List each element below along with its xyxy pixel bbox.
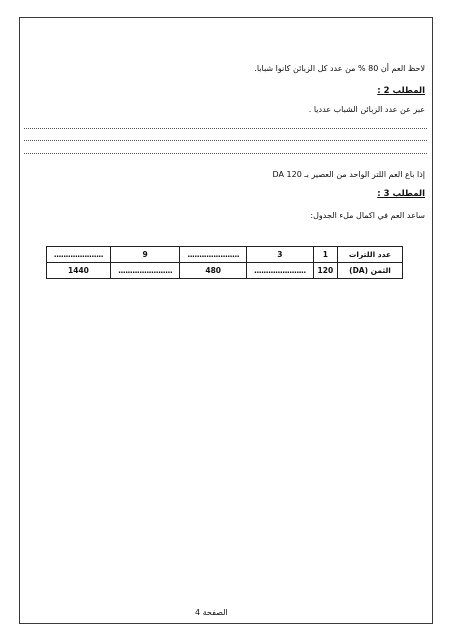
proportionality-table <box>46 246 403 279</box>
table-cell: 120 <box>313 263 337 279</box>
task2-heading: المطلب 2 : <box>377 86 425 96</box>
observation-text: لاحظ العم أن 80 % من عدد كل الزبائن كانوا شبابا. <box>254 64 425 73</box>
answer-line-1 <box>24 128 427 129</box>
task2-text: عبر عن عدد الزبائن الشباب عدديا . <box>308 105 425 114</box>
table-row <box>47 247 403 263</box>
table-cell-blank[interactable]: ....................... <box>110 263 179 279</box>
row-header-liters: عدد اللترات <box>338 247 403 263</box>
table-cell: 3 <box>247 247 314 263</box>
page-number: الصفحة 4 <box>195 608 228 617</box>
task3-heading: المطلب 3 : <box>377 189 425 199</box>
row-header-price: الثمن (DA) <box>338 263 403 279</box>
table-cell: 1440 <box>47 263 111 279</box>
table-cell-blank[interactable]: ...................... <box>247 263 314 279</box>
table-cell: 1 <box>313 247 337 263</box>
answer-line-3 <box>24 153 427 154</box>
price-statement: إذا باع العم اللتر الواحد من العصير بـ DA 120 <box>272 170 425 179</box>
table-cell: 480 <box>180 263 247 279</box>
table-row <box>47 263 403 279</box>
table-cell-blank[interactable]: ..................... <box>47 247 111 263</box>
answer-line-2 <box>24 140 427 141</box>
table-cell: 9 <box>110 247 179 263</box>
table-cell-blank[interactable]: ...................... <box>180 247 247 263</box>
task3-text: ساعد العم في اكمال ملء الجدول: <box>310 211 425 220</box>
